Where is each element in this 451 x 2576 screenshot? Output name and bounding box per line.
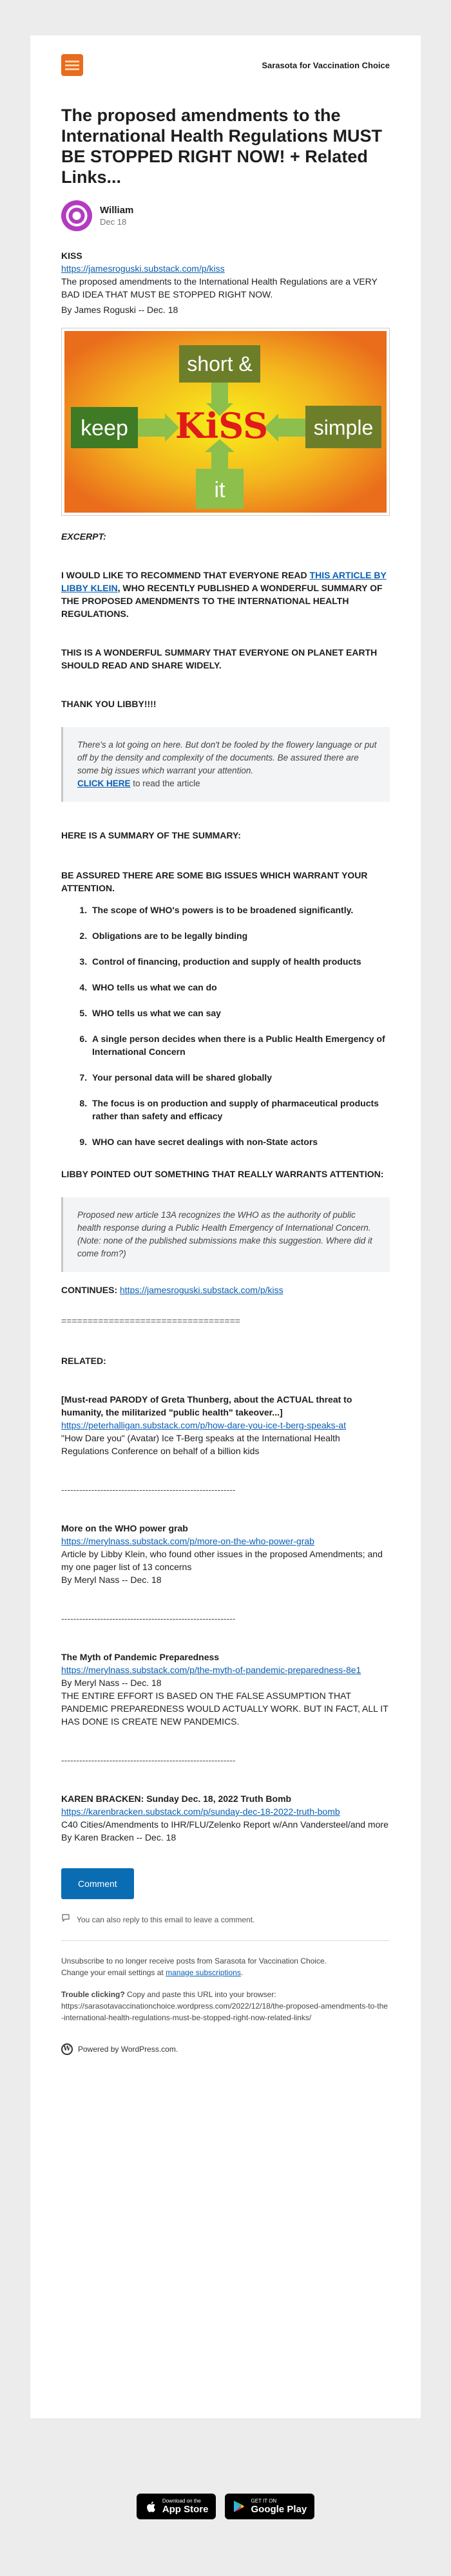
dash-separator: ----------------------------------------------------------: [61, 1613, 236, 1624]
app-store-big: App Store: [162, 2504, 209, 2515]
list-item: 2. Obligations are to be legally binding: [90, 929, 390, 942]
related3-title: The Myth of Pandemic Preparedness: [61, 1652, 220, 1662]
kiss-link[interactable]: https://jamesroguski.substack.com/p/kiss: [61, 263, 225, 274]
hero-left-label: keep: [81, 416, 128, 440]
trouble-url[interactable]: https://sarasotavaccinationchoice.wordpress.com/2022/12/18/the-proposed-amendments-to-the-international-health-regulations-must-be-stopped-right-now-related-links/: [61, 2002, 388, 2022]
related2-link[interactable]: https://merylnass.substack.com/p/more-on-the-who-power-grab: [61, 1536, 314, 1546]
avatar: [61, 200, 92, 231]
unsubscribe-text: Unsubscribe to no longer receive posts from Sarasota for Vaccination Choice.: [61, 1956, 327, 1965]
email-card: [30, 35, 421, 2418]
comment-button[interactable]: Comment: [61, 1868, 134, 1899]
list-item: 1. The scope of WHO's powers is to be broadened significantly.: [90, 904, 390, 916]
apple-icon: [144, 2499, 157, 2514]
post-date: Dec 18: [100, 217, 127, 227]
app-store-small: Download on the: [162, 2498, 201, 2504]
wonderful-paragraph: THIS IS A WONDERFUL SUMMARY THAT EVERYONE ON PLANET EARTH SHOULD READ AND SHARE WIDELY.: [61, 647, 378, 670]
recommend-pre: I WOULD LIKE TO RECOMMEND THAT EVERYONE READ: [61, 570, 310, 580]
issues-heading: BE ASSURED THERE ARE SOME BIG ISSUES WHICH WARRANT YOUR ATTENTION.: [61, 870, 368, 893]
related1-title: [Must-read PARODY of Greta Thunberg, about the ACTUAL threat to humanity, the militarized "public health" takeover...]: [61, 1394, 352, 1417]
equals-separator: ==================================: [61, 1316, 240, 1326]
wordpress-icon[interactable]: W: [61, 2043, 73, 2055]
kiss-image: [61, 328, 390, 516]
author-block: [61, 200, 390, 231]
kiss-heading: KISS: [61, 251, 82, 261]
trouble-text: Copy and paste this URL into your browser:: [124, 1990, 276, 1999]
settings-pre: Change your email settings at: [61, 1968, 166, 1977]
dash-separator: ----------------------------------------------------------: [61, 1755, 236, 1765]
powered-by: [61, 2043, 390, 2056]
continues-line: [61, 1283, 390, 1296]
kiss-text: The proposed amendments to the International Health Regulations are a VERY BAD IDEA THAT MUST BE STOPPED RIGHT NOW.: [61, 276, 378, 299]
related4-link[interactable]: https://karenbracken.substack.com/p/sunday-dec-18-2022-truth-bomb: [61, 1806, 340, 1817]
site-name[interactable]: Sarasota for Vaccination Choice: [262, 60, 390, 70]
hero-bottom-label: it: [214, 478, 225, 502]
google-play-button[interactable]: [225, 2494, 314, 2519]
related3-link[interactable]: https://merylnass.substack.com/p/the-myth-of-pandemic-preparedness-8e1: [61, 1665, 361, 1675]
powered-text[interactable]: Powered by WordPress.com.: [78, 2045, 178, 2054]
related3-text: THE ENTIRE EFFORT IS BASED ON THE FALSE ASSUMPTION THAT PANDEMIC PREPAREDNESS WOULD ACTUALLY WORK. BUT IN FACT, ALL IT HAS DONE IS CREATE NEW PANDEMICS.: [61, 1690, 389, 1727]
settings-post: .: [240, 1968, 244, 1977]
header-bar: [61, 51, 390, 79]
app-store-button[interactable]: [137, 2494, 216, 2519]
continues-link[interactable]: https://jamesroguski.substack.com/p/kiss: [120, 1285, 283, 1295]
dash-separator: ----------------------------------------------------------: [61, 1484, 236, 1495]
summary-heading: HERE IS A SUMMARY OF THE SUMMARY:: [61, 830, 241, 840]
reply-bubble-icon: [61, 1913, 70, 1926]
related-label: RELATED:: [61, 1356, 106, 1366]
trouble-block: [61, 1989, 390, 2023]
author-name: William: [100, 205, 134, 216]
related2-text: Article by Libby Klein, who found other issues in the proposed Amendments; and my one pager list of 13 concerns: [61, 1549, 383, 1572]
list-item: 5. WHO tells us what we can say: [90, 1007, 390, 1019]
reply-note: [61, 1913, 390, 1926]
post-body: [61, 249, 390, 2056]
thanks-paragraph: THANK YOU LIBBY!!!!: [61, 699, 157, 709]
list-item: 7. Your personal data will be shared globally: [90, 1071, 390, 1084]
related4-title: KAREN BRACKEN: Sunday Dec. 18, 2022 Truth Bomb: [61, 1794, 292, 1804]
list-item: 6. A single person decides when there is a Public Health Emergency of International Concern: [90, 1032, 390, 1058]
related4-text: C40 Cities/Amendments to IHR/FLU/Zelenko Report w/Ann Vandersteel/and more: [61, 1819, 389, 1830]
manage-subscriptions-link[interactable]: manage subscriptions: [166, 1968, 241, 1977]
continues-label: CONTINUES:: [61, 1285, 120, 1295]
site-logo-icon[interactable]: [61, 54, 83, 76]
hero-center-label: KiSS: [175, 405, 269, 446]
click-here-link[interactable]: CLICK HERE: [77, 779, 131, 788]
recommend-paragraph: [61, 569, 390, 620]
related2-title: More on the WHO power grab: [61, 1523, 188, 1533]
quote1-text: There's a lot going on here. But don't be fooled by the flowery language or put off by the density and complexity of the documents. Be assured there are some big issues which warrant your attention.: [77, 740, 377, 775]
settings-line: [61, 1967, 390, 1978]
footer-divider: [61, 1940, 390, 1941]
related4-byline: By Karen Bracken -- Dec. 18: [61, 1832, 177, 1842]
related1-text: "How Dare you" (Avatar) Ice T-Berg speaks at the International Health Regulations Conference on behalf of a billion kids: [61, 1433, 340, 1456]
quote1-link-suffix: to read the article: [130, 779, 200, 788]
google-play-icon: [233, 2499, 245, 2514]
libby-article-link[interactable]: THIS ARTICLE BY LIBBY KLEIN: [61, 570, 387, 593]
related1-link[interactable]: https://peterhalligan.substack.com/p/how-dare-you-ice-t-berg-speaks-at: [61, 1420, 346, 1430]
issues-list: [90, 904, 390, 1148]
related3-byline: By Meryl Nass -- Dec. 18: [61, 1678, 162, 1688]
libby-heading: LIBBY POINTED OUT SOMETHING THAT REALLY WARRANTS ATTENTION:: [61, 1169, 384, 1179]
app-store-badges: [0, 2494, 451, 2519]
recommend-post: , WHO RECENTLY PUBLISHED A WONDERFUL SUMMARY OF THE PROPOSED AMENDMENTS TO THE INTERNATIONAL HEALTH REGULATIONS.: [61, 583, 383, 619]
reply-note-text: You can also reply to this email to leave a comment.: [77, 1915, 255, 1924]
kiss-byline: By James Roguski -- Dec. 18: [61, 305, 178, 315]
post-title[interactable]: The proposed amendments to the International Health Regulations MUST BE STOPPED RIGHT NOW! + Related Links...: [61, 106, 383, 187]
list-item: 8. The focus is on production and supply of pharmaceutical products rather than safety and efficacy: [90, 1097, 390, 1122]
hero-right-label: simple: [313, 416, 374, 439]
kiss-illustration: [64, 331, 387, 513]
related2-byline: By Meryl Nass -- Dec. 18: [61, 1575, 162, 1585]
list-item: 3. Control of financing, production and supply of health products: [90, 955, 390, 968]
hero-top-label: short &: [187, 352, 253, 375]
quote-block-2: Proposed new article 13A recognizes the WHO as the authority of public health response during a Public Health Emergency of International Concern. (Note: none of the published submissions make this suggestion. Where did it come from?): [61, 1197, 390, 1272]
list-item: 4. WHO tells us what we can do: [90, 981, 390, 994]
list-item: 9. WHO can have secret dealings with non-State actors: [90, 1135, 390, 1148]
excerpt-label: EXCERPT:: [61, 531, 106, 542]
trouble-label: Trouble clicking?: [61, 1990, 125, 1999]
quote-block-1: [61, 727, 390, 802]
google-play-big: Google Play: [251, 2504, 307, 2515]
google-play-small: GET IT ON: [251, 2498, 277, 2504]
